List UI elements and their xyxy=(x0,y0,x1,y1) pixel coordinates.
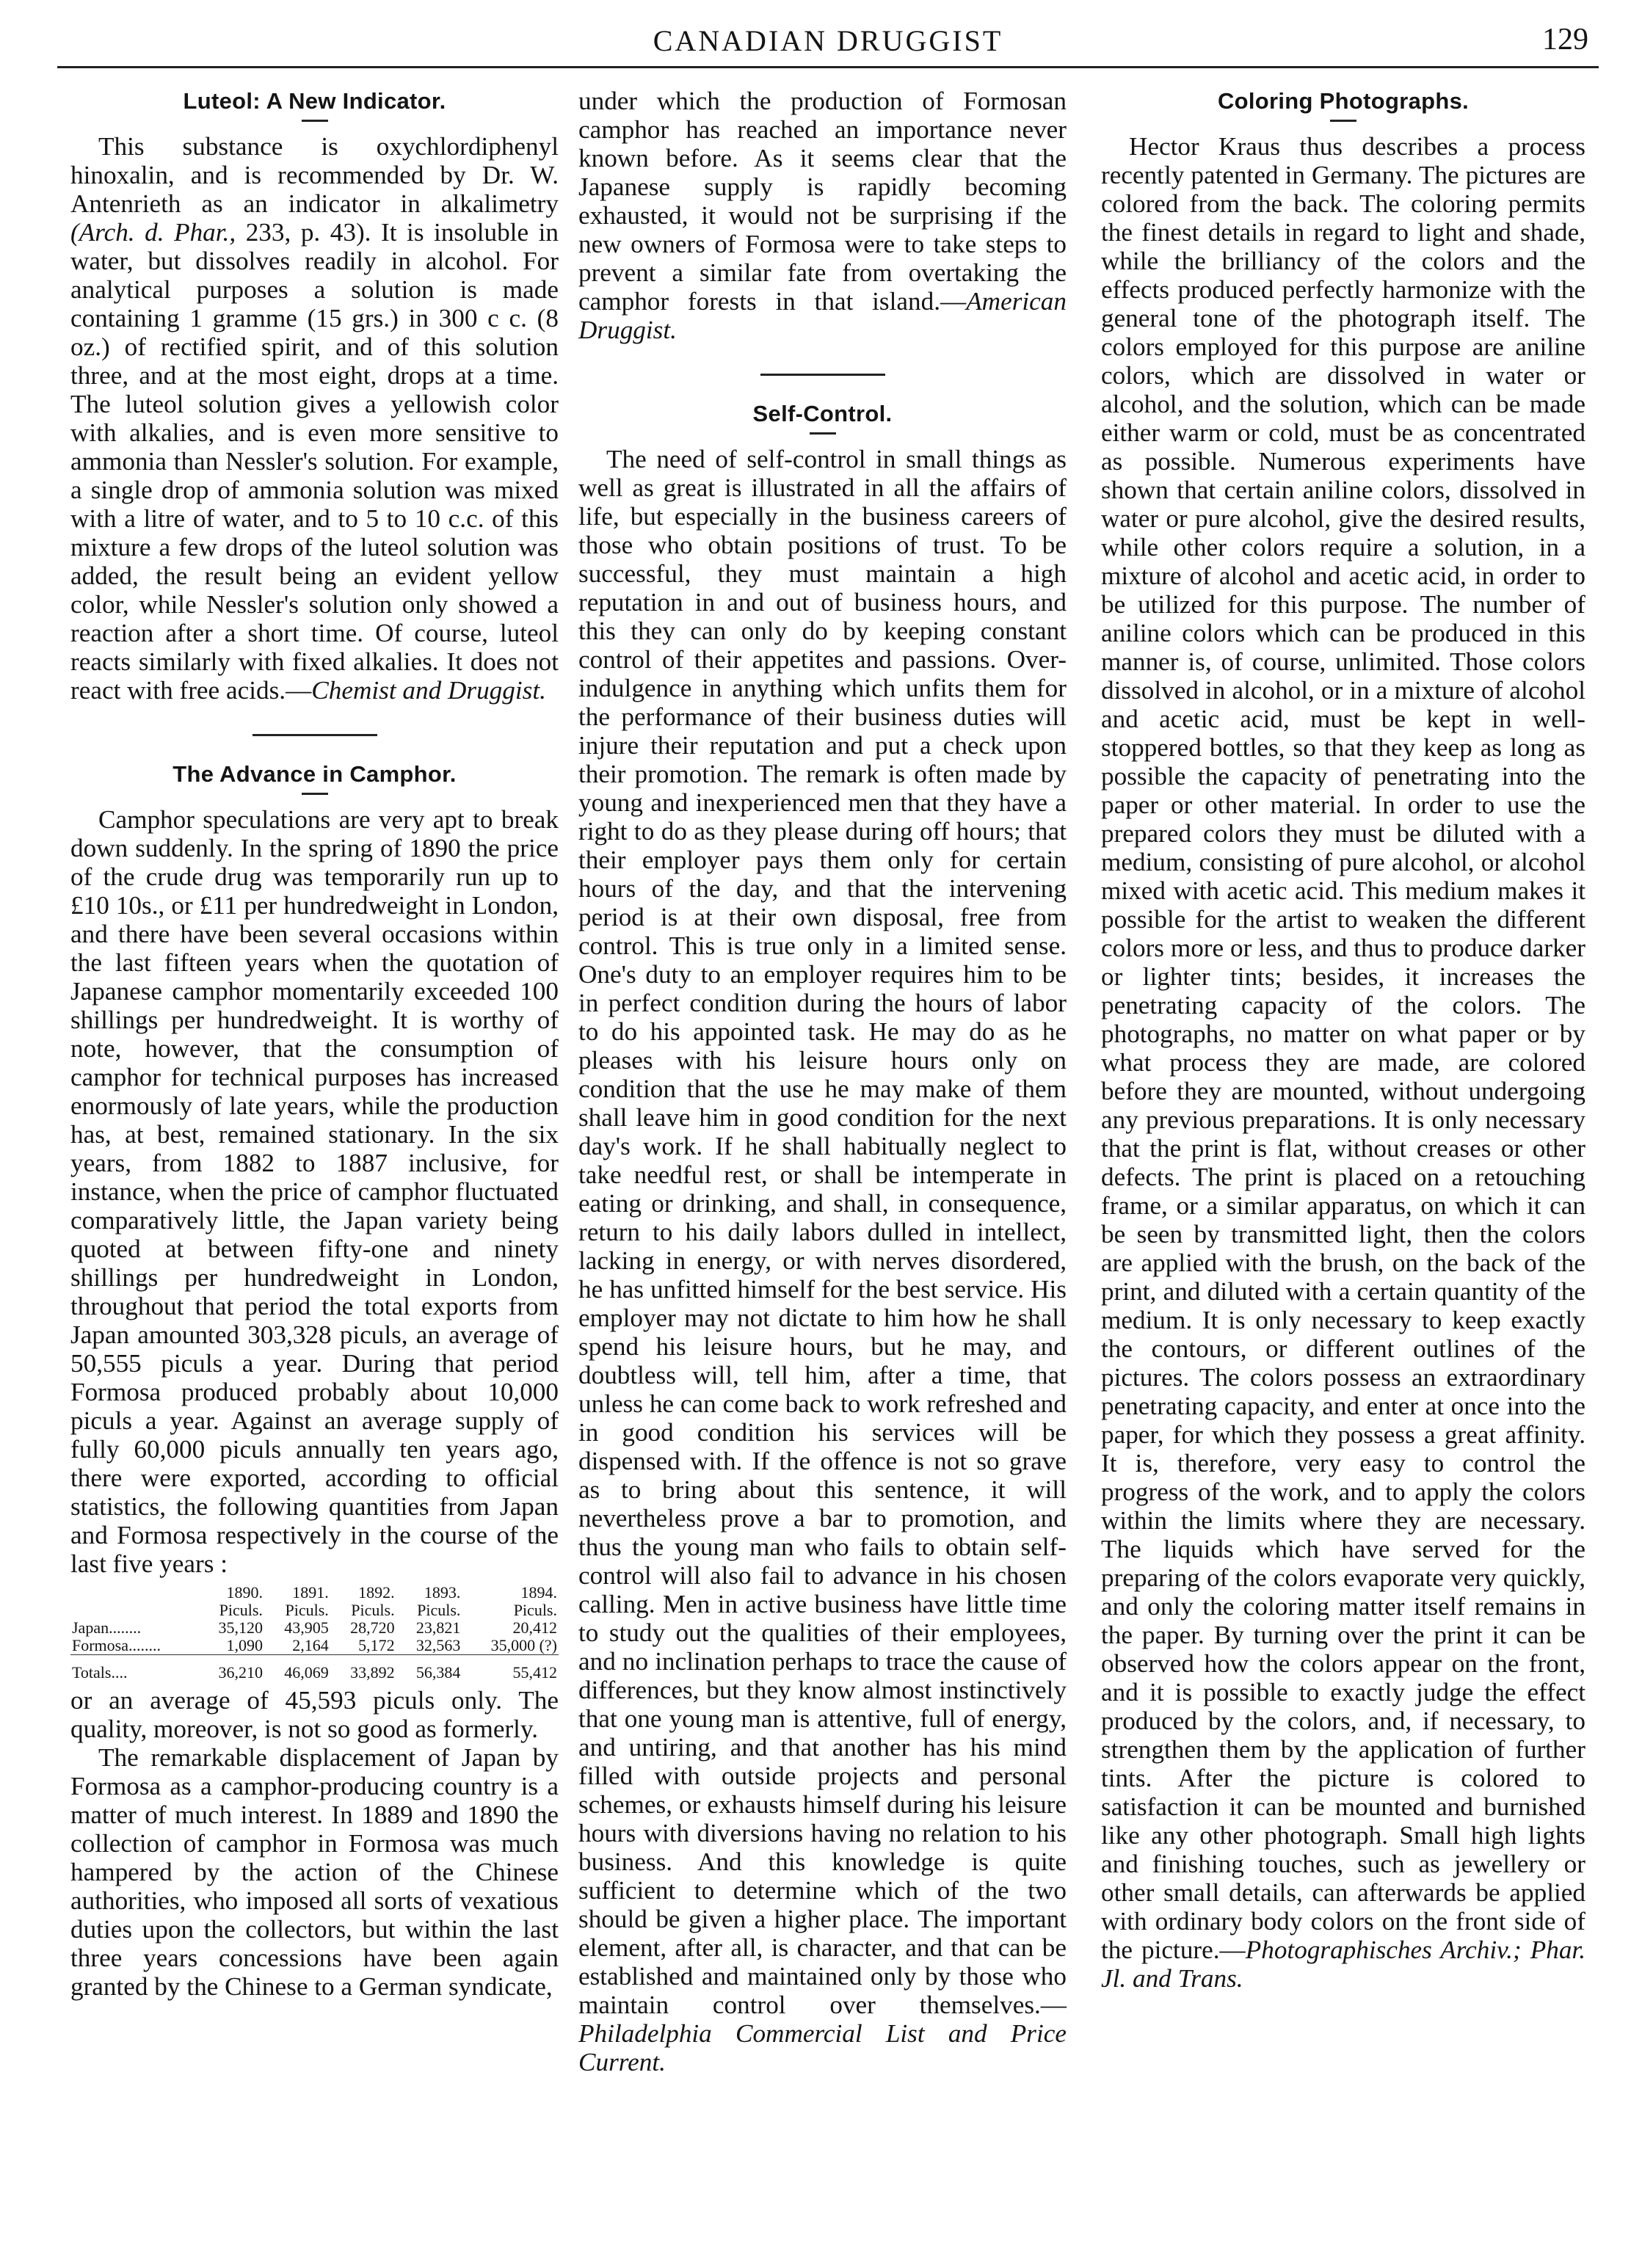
running-head xyxy=(57,21,1599,60)
self-control-credit: Philadelphia Commercial List and Price Current. xyxy=(578,2019,1067,2076)
camphor-credit: American Druggist. xyxy=(578,287,1067,344)
camphor-continuation: under which the production of Formosan camphor has reached an importance never known before. As it seems clear that the Japanese supply is rapidly becoming exhausted, it would not be surprising if the new owners of Formosa were to take steps to prevent a similar fate from overtaking the camphor forests in that island.—American Druggist. xyxy=(578,87,1067,344)
column-right xyxy=(1101,87,1585,2252)
camphor-exports-table xyxy=(70,1584,559,1682)
page-number: 129 xyxy=(1542,23,1588,57)
luteol-credit: Chemist and Druggist. xyxy=(311,676,546,705)
title-dash xyxy=(1330,120,1356,122)
journal-title: CANADIAN DRUGGIST xyxy=(653,24,1003,57)
column-left xyxy=(70,87,559,2252)
article-title-luteol: Luteol: A New Indicator. xyxy=(183,88,446,114)
table-row-totals: Totals.... 36,210 46,069 33,892 56,384 55,412 xyxy=(72,1663,557,1682)
header-rule xyxy=(57,66,1599,68)
title-dash xyxy=(302,120,328,122)
table-row-japan: Japan........ 35,120 43,905 28,720 23,821 20,412 xyxy=(72,1618,557,1637)
self-control-paragraph: The need of self-control in small things as well as great is illustrated in all the affairs of life, but especially in the business careers of those who obtain positions of trust. To be successful, they must maintain a high reputation in and out of business hours, and this they can only do by keeping constant control of their appetites and passions. Over-indulgence in anything which unfits them for the performance of their business duties will injure their reputation and put a check upon their promotion. The remark is often made by young and inexperienced men that they have a right to do as they please during off hours; that their employer pays them only for certain hours of the day, and that the intervening period is at their own disposal, free from control. This is true only in a limited sense. One's duty to an employer requires him to be in perfect condition during the hours of labor to do his appointed task. He may do as he pleases with his leisure hours only on condition that the use he may make of them shall leave him in good condition for the next day's work. If he shall habitually neglect to take needful rest, or shall be intemperate in eating or drinking, and shall, in consequence, return to his daily labors dulled in intellect, lacking in energy, or with nerves disordered, he has unfitted himself for the best service. His employer may not dictate to him how he shall spend his leisure hours, but he may, and doubtless will, tell him, after a time, that unless he can come back to work refreshed and in good condition his services will be dispensed with. If the offence is not so grave as to bring about this sentence, it will nevertheless prove a bar to promotion, and thus the young man who fails to obtain self-control will also fail to advance in his chosen calling. Men in active business have little time to study out the qualities of their employees, and no inclination perhaps to trace the cause of differences, but they know almost instinctively that one young man is attentive, full of energy, and untiring, and that another has his mind filled with outside projects and personal schemes, or exhausts himself during his leisure hours with diversions having no relation to his business. And this knowledge is quite sufficient to determine which of the two should be given a higher place. The important element, after all, is character, and that can be established and maintained only by those who maintain control over themselves.—Philadelphia Commercial List and Price Current. xyxy=(578,445,1067,2076)
coloring-paragraph: Hector Kraus thus describes a process recently patented in Germany. The pictures are colored from the back. The coloring permits the finest details in regard to light and shade, while the brilliancy of the colors and the effects produced perfectly harmonize with the general tone of the photograph itself. The colors employed for this purpose are aniline colors, which are dissolved in water or alcohol, and the solution, which can be made either warm or cold, must be as concentrated as possible. Numerous experiments have shown that certain aniline colors, dissolved in water or pure alcohol, give the desired results, while other colors require a solution, in a mixture of alcohol and acetic acid, in order to be utilized for this purpose. The number of aniline colors which can be produced in this manner is, of course, unlimited. Those colors dissolved in alcohol, or in a mixture of alcohol and acetic acid, must be kept in well-stoppered bottles, so that they keep as long as possible the capacity of penetrating into the paper or other material. In order to use the prepared colors they must be diluted with a medium, consisting of pure alcohol, or alcohol mixed with acetic acid. This medium makes it possible for the artist to weaken the different colors more or less, and thus to produce darker or lighter tints; besides, it increases the penetrating capacity of the colors. The photographs, no matter on what paper or by what process they are made, are colored before they are mounted, without undergoing any previous preparations. It is only necessary that the print is flat, without creases or other defects. The print is placed on a retouching frame, or a similar apparatus, on which it can be seen by transmitted light, then the colors are applied with the brush, on the back of the print, and diluted with a certain quantity of the medium. It is only necessary to keep exactly the contours, or different outlines of the pictures. The colors possess an extraordinary penetrating capacity, and enter at once into the paper, for which they possess a great affinity. It is, therefore, very easy to control the progress of the work, and to apply the colors within the limits where they are necessary. The liquids which have served for the preparing of the colors evaporate very quickly, and only the coloring matter itself remains in the paper. By turning over the print it can be observed how the colors appear on the front, and it is possible to exactly judge the effect produced by the colors, and, if necessary, to strengthen them by the application of further tints. After the picture is colored to satisfaction it can be mounted and burnished like any other photograph. Small high lights and finishing touches, such as jewellery or other small details, can afterwards be applied with ordinary body colors on the front side of the picture.—Photographisches Archiv.; Phar. Jl. and Trans. xyxy=(1101,132,1585,1993)
table-header-units: Piculs. Piculs. Piculs. Piculs. Piculs. xyxy=(219,1601,557,1619)
camphor-paragraph-3: The remarkable displacement of Japan by Formosa as a camphor-producing country is a matter of much interest. In 1889 and 1890 the collection of camphor in Formosa was much hampered by the action of the Chinese authorities, who imposed all sorts of vexatious duties upon the collectors, but within the last three years concessions have been again granted by the Chinese to a German syndicate, xyxy=(70,1743,559,2001)
camphor-paragraph-2: or an average of 45,593 piculs only. The quality, moreover, is not so good as formerly. xyxy=(70,1686,559,1743)
camphor-paragraph-1: Camphor speculations are very apt to break down suddenly. In the spring of 1890 the price of the crude drug was temporarily run up to £10 10s., or £11 per hundredweight in London, and there have been several occasions within the last fifteen years when the quotation of Japanese camphor momentarily exceeded 100 shillings per hundredweight. It is worthy of note, however, that the consumption of camphor for technical purposes has increased enormously of late years, while the production has, at best, remained stationary. In the six years, from 1882 to 1887 inclusive, for instance, when the price of camphor fluctuated comparatively little, the Japan variety being quoted at between fifty-one and ninety shillings per hundredweight in London, throughout that period the total exports from Japan amounted 303,328 piculs, an average of 50,555 piculs a year. During that period Formosa produced probably about 10,000 piculs a year. Against an average supply of fully 60,000 piculs annually ten years ago, there were exported, according to official statistics, the following quantities from Japan and Formosa respectively in the course of the last five years : xyxy=(70,805,559,1578)
title-dash xyxy=(810,432,836,435)
section-rule xyxy=(760,374,885,376)
table-row-formosa: Formosa........ 1,090 2,164 5,172 32,563 35,000 (?) xyxy=(72,1636,557,1654)
title-dash xyxy=(302,793,328,795)
section-rule xyxy=(253,734,377,736)
luteol-paragraph: This substance is oxychlordiphenyl hinoxalin, and is recommended by Dr. W. Antenrieth as an indicator in alkalimetry (Arch. d. Phar., 233, p. 43). It is insoluble in water, but dissolves readily in alcohol. For analytical purposes a solution is made containing 1 gramme (15 grs.) in 300 c c. (8 oz.) of rectified spirit, and of this solution three, and at the most eight, drops at a time. The luteol solution gives a yellowish color with alkalies, and is even more sensitive to ammonia than Nessler's solution. For example, a single drop of ammonia solution was mixed with a litre of water, and to 5 to 10 c.c. of this mixture a few drops of the luteol solution was added, the result being an evident yellow color, while Nessler's solution only showed a reaction after a short time. Of course, luteol reacts similarly with fixed alkalies. It does not react with free acids.—Chemist and Druggist. xyxy=(70,132,559,705)
article-title-self-control: Self-Control. xyxy=(752,401,893,426)
coloring-credit: Photographisches Archiv.; Phar. Jl. and Trans. xyxy=(1101,1936,1585,1993)
article-title-camphor: The Advance in Camphor. xyxy=(172,761,457,787)
article-title-coloring: Coloring Photographs. xyxy=(1217,88,1470,114)
column-middle xyxy=(578,87,1067,2252)
table-header-years: 1890. 1891. 1892. 1893. 1894. xyxy=(226,1583,557,1602)
